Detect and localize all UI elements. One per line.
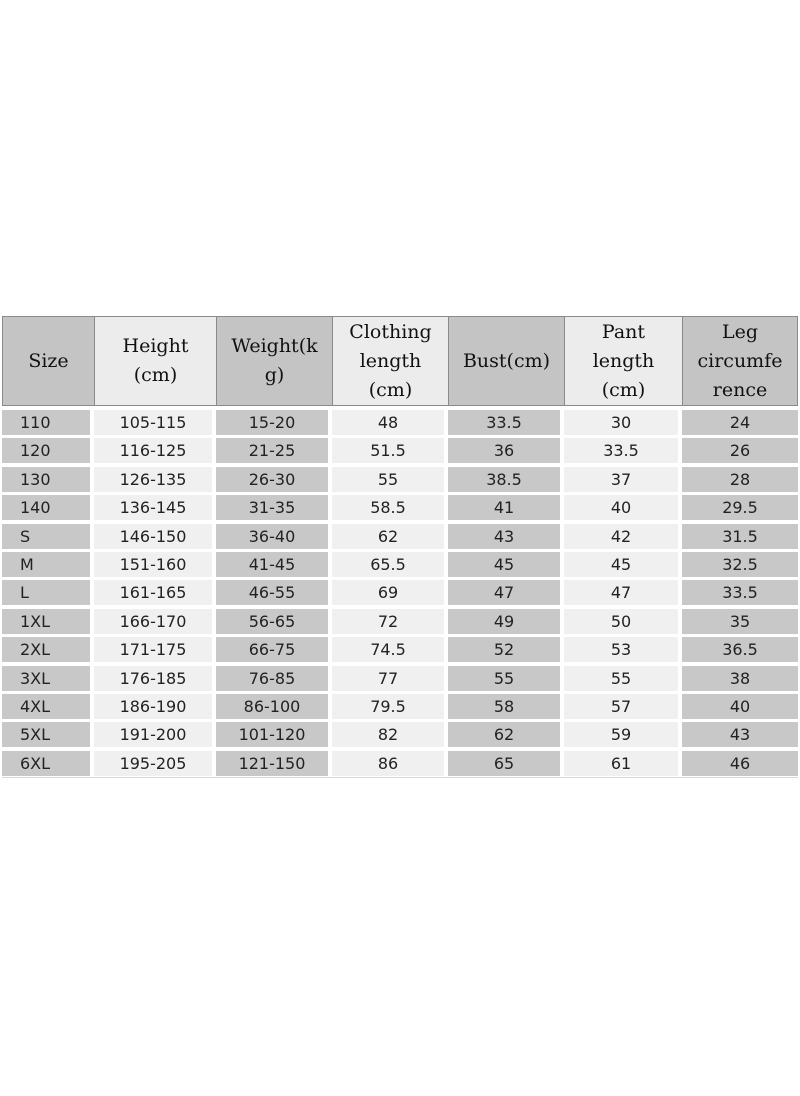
cell-clothing-length: 82 (332, 722, 444, 747)
cell-height: 166-170 (94, 609, 212, 634)
cell-bust: 52 (448, 637, 560, 662)
cell-bust: 38.5 (448, 467, 560, 492)
cell-pant-length: 37 (564, 467, 678, 492)
cell-leg-circumference: 38 (682, 666, 798, 691)
cell-leg-circumference: 24 (682, 410, 798, 435)
cell-pant-length: 57 (564, 694, 678, 719)
header-leg-circumference: Leg circumfe rence (682, 317, 798, 405)
cell-leg-circumference: 31.5 (682, 524, 798, 549)
table-row (2, 722, 798, 747)
cell-pant-length: 50 (564, 609, 678, 634)
cell-pant-length: 61 (564, 751, 678, 776)
cell-pant-length: 59 (564, 722, 678, 747)
header-row (2, 316, 798, 406)
cell-weight: 46-55 (216, 580, 328, 605)
cell-clothing-length: 48 (332, 410, 444, 435)
table-row (2, 751, 798, 776)
cell-leg-circumference: 26 (682, 438, 798, 463)
cell-bust: 49 (448, 609, 560, 634)
cell-bust: 62 (448, 722, 560, 747)
cell-pant-length: 33.5 (564, 438, 678, 463)
table-row (2, 637, 798, 662)
cell-weight: 31-35 (216, 495, 328, 520)
cell-size: 110 (2, 410, 90, 435)
header-pant-length: Pant length (cm) (564, 317, 682, 405)
cell-size: 6XL (2, 751, 90, 776)
cell-leg-circumference: 35 (682, 609, 798, 634)
cell-bust: 36 (448, 438, 560, 463)
cell-pant-length: 53 (564, 637, 678, 662)
cell-height: 186-190 (94, 694, 212, 719)
cell-size: S (2, 524, 90, 549)
cell-bust: 47 (448, 580, 560, 605)
cell-height: 116-125 (94, 438, 212, 463)
cell-clothing-length: 65.5 (332, 552, 444, 577)
cell-clothing-length: 55 (332, 467, 444, 492)
table-row (2, 666, 798, 691)
cell-clothing-length: 79.5 (332, 694, 444, 719)
cell-height: 161-165 (94, 580, 212, 605)
cell-bust: 65 (448, 751, 560, 776)
cell-height: 176-185 (94, 666, 212, 691)
cell-height: 146-150 (94, 524, 212, 549)
cell-leg-circumference: 43 (682, 722, 798, 747)
cell-bust: 45 (448, 552, 560, 577)
table-row (2, 524, 798, 549)
cell-bust: 33.5 (448, 410, 560, 435)
table-row (2, 694, 798, 719)
cell-clothing-length: 51.5 (332, 438, 444, 463)
cell-weight: 26-30 (216, 467, 328, 492)
cell-weight: 56-65 (216, 609, 328, 634)
table-row (2, 467, 798, 492)
cell-size: 5XL (2, 722, 90, 747)
cell-clothing-length: 74.5 (332, 637, 444, 662)
cell-leg-circumference: 28 (682, 467, 798, 492)
cell-bust: 55 (448, 666, 560, 691)
table-row (2, 580, 798, 605)
cell-clothing-length: 77 (332, 666, 444, 691)
cell-height: 136-145 (94, 495, 212, 520)
cell-clothing-length: 69 (332, 580, 444, 605)
cell-pant-length: 40 (564, 495, 678, 520)
cell-size: 120 (2, 438, 90, 463)
cell-pant-length: 30 (564, 410, 678, 435)
cell-height: 126-135 (94, 467, 212, 492)
header-weight: Weight(k g) (216, 317, 332, 405)
cell-pant-length: 55 (564, 666, 678, 691)
table-row (2, 438, 798, 463)
cell-weight: 36-40 (216, 524, 328, 549)
cell-height: 191-200 (94, 722, 212, 747)
header-height: Height (cm) (94, 317, 216, 405)
cell-clothing-length: 72 (332, 609, 444, 634)
cell-size: 4XL (2, 694, 90, 719)
table-row (2, 495, 798, 520)
cell-size: 1XL (2, 609, 90, 634)
cell-pant-length: 42 (564, 524, 678, 549)
cell-weight: 21-25 (216, 438, 328, 463)
cell-weight: 15-20 (216, 410, 328, 435)
cell-size: M (2, 552, 90, 577)
cell-leg-circumference: 36.5 (682, 637, 798, 662)
cell-size: 130 (2, 467, 90, 492)
cell-leg-circumference: 40 (682, 694, 798, 719)
cell-size: 3XL (2, 666, 90, 691)
table-row (2, 410, 798, 435)
table-row (2, 552, 798, 577)
size-chart (2, 316, 798, 778)
cell-clothing-length: 58.5 (332, 495, 444, 520)
header-size: Size (2, 317, 94, 405)
header-bust: Bust(cm) (448, 317, 564, 405)
cell-weight: 41-45 (216, 552, 328, 577)
table-row (2, 609, 798, 634)
cell-leg-circumference: 46 (682, 751, 798, 776)
table-body (2, 410, 798, 776)
cell-weight: 121-150 (216, 751, 328, 776)
cell-weight: 101-120 (216, 722, 328, 747)
cell-leg-circumference: 33.5 (682, 580, 798, 605)
cell-pant-length: 45 (564, 552, 678, 577)
cell-bust: 43 (448, 524, 560, 549)
cell-height: 171-175 (94, 637, 212, 662)
cell-size: L (2, 580, 90, 605)
cell-weight: 86-100 (216, 694, 328, 719)
cell-weight: 66-75 (216, 637, 328, 662)
cell-clothing-length: 62 (332, 524, 444, 549)
cell-clothing-length: 86 (332, 751, 444, 776)
header-clothing-length: Clothing length (cm) (332, 317, 448, 405)
cell-height: 151-160 (94, 552, 212, 577)
cell-bust: 58 (448, 694, 560, 719)
cell-size: 2XL (2, 637, 90, 662)
cell-size: 140 (2, 495, 90, 520)
cell-weight: 76-85 (216, 666, 328, 691)
cell-leg-circumference: 32.5 (682, 552, 798, 577)
cell-pant-length: 47 (564, 580, 678, 605)
cell-bust: 41 (448, 495, 560, 520)
cell-height: 105-115 (94, 410, 212, 435)
cell-leg-circumference: 29.5 (682, 495, 798, 520)
cell-height: 195-205 (94, 751, 212, 776)
